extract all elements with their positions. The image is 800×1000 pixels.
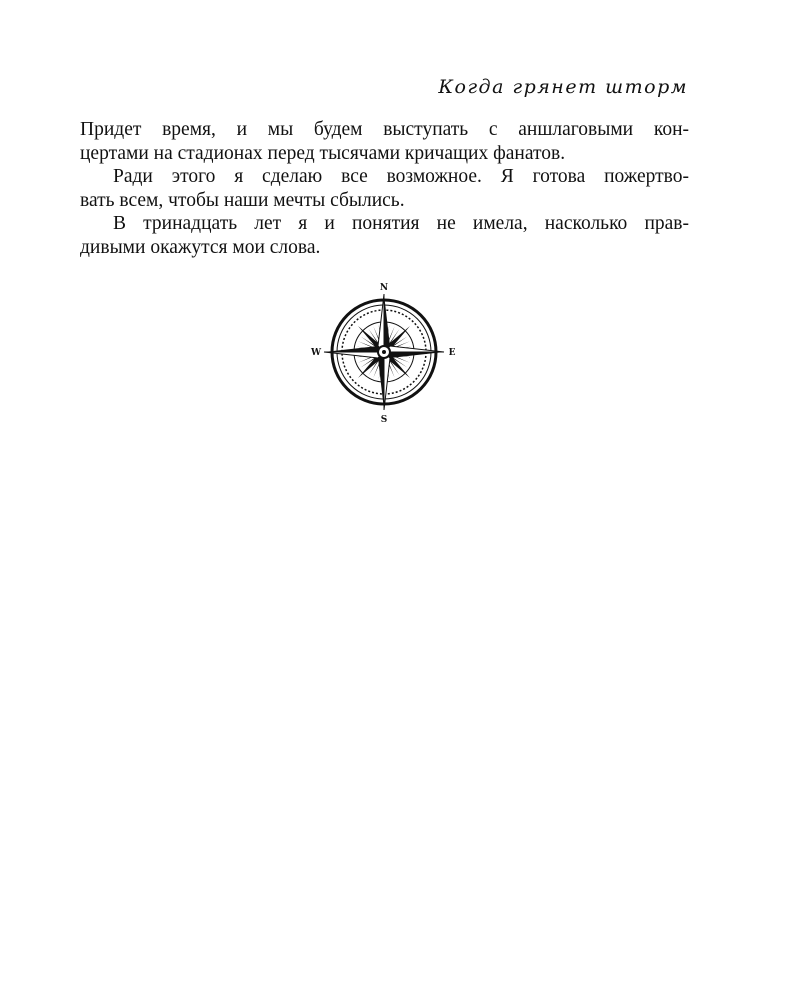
- body-text: [80, 118, 689, 259]
- compass-rose-icon: [308, 283, 458, 425]
- paragraph-1-line-1: Придет время, и мы будем выступать с аншлаговыми кон-: [80, 119, 689, 140]
- paragraph-2-line-1: Ради этого я сделаю все возможное. Я готова пожертво-: [113, 166, 689, 187]
- compass-label-south: S: [380, 415, 388, 425]
- compass-label-east: E: [448, 348, 456, 358]
- paragraph-1-line-2: цертами на стадионах перед тысячами кричащих фанатов.: [80, 142, 566, 164]
- paragraph-3-line-2: дивыми окажутся мои слова.: [80, 236, 321, 258]
- running-head: Когда грянет шторм: [438, 76, 688, 98]
- paragraph-3-line-1: В тринадцать лет я и понятия не имела, насколько прав-: [113, 213, 689, 234]
- compass-label-north: N: [379, 283, 389, 293]
- compass-hub-dot: [382, 350, 386, 354]
- compass-label-west: W: [310, 348, 322, 358]
- paragraph-2-line-2: вать всем, чтобы наши мечты сбылись.: [80, 189, 405, 211]
